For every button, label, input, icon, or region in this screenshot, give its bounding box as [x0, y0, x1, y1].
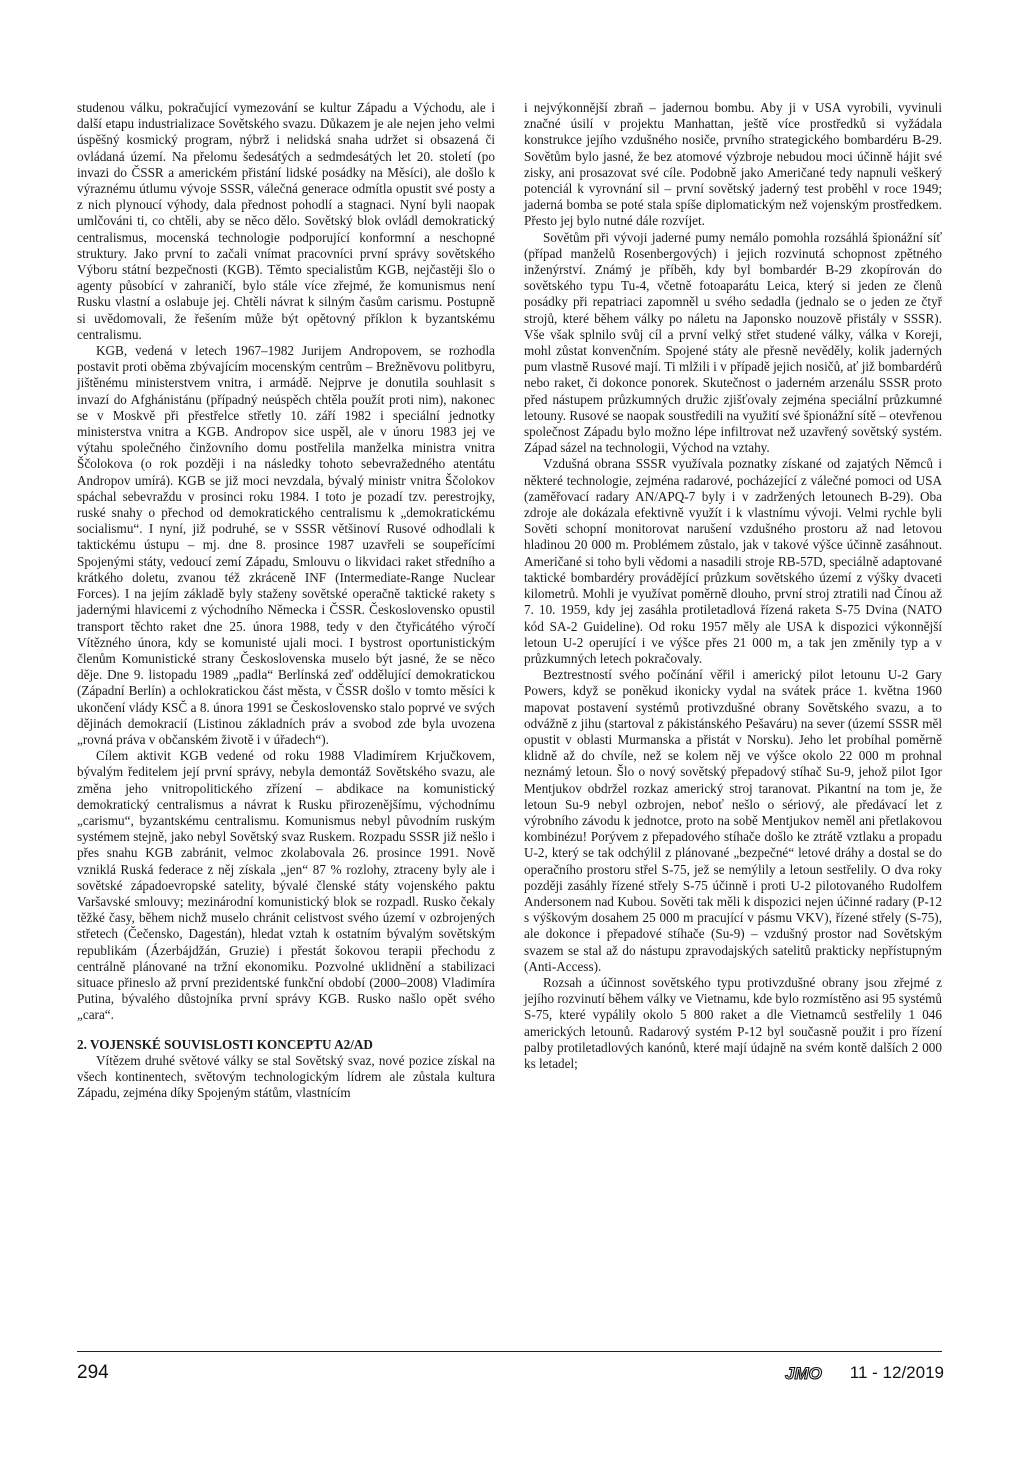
- footer-right: [784, 1363, 944, 1383]
- footer-rule: [77, 1351, 942, 1352]
- paragraph: Rozsah a účinnost sovětského typu protivzdušné obrany jsou zřejmé z jejího rozvinutí během války ve Vietnamu, kde bylo rozmístěno asi 95 systémů S-75, které vypálily okolo 5 800 raket a dle Vietnamců sestřelily 1 046 amerických letounů. Radarový systém P-12 byl současně použit i pro řízení palby protiletadlových kanónů, které mají údajně na svém kontě dalších 2 000 ks letadel;: [524, 974, 942, 1071]
- journal-logo: [784, 1363, 840, 1383]
- paragraph: studenou válku, pokračující vymezování se kultur Západu a Východu, ale i další etapu industrializace Sovětského svazu. Důkazem je ale nejen jeho velmi úspěšný kosmický program, nýbrž i nelidská snaha udržet si obsazená či ovládaná území. Na přelomu šedesátých a sedmdesátých let 20. století (po invazi do ČSSR a americkém přistání lidské posádky na Měsíci), ale došlo k výraznému útlumu vývoje SSSR, válečná generace odmítla opustit své posty a z nich plynoucí výhody, dala přednost pohodlí a stagnaci. Nyní byli naopak umlčováni ti, co chtěli, aby se něco dělo. Sovětský blok ovládl demokratický centralismus, mocenská technologie podporující konformní a neschopné struktury. Jako první to začali vnímat pracovníci první správy sovětského Výboru státní bezpečnosti (KGB). Těmto specialistům KGB, nejčastěji šlo o agenty působící v zahraničí, bylo stále více zřejmé, že komunismus není Rusku vlastní a oslabuje jej. Chtěli návrat k silným časům carismu. Postupně si uvědomovali, že řešením může být opětovný příklon k byzantskému centralismu.: [77, 100, 495, 342]
- paragraph: Beztrestností svého počínání věřil i americký pilot letounu U-2 Gary Powers, když se poněkud ikonicky vydal na svátek práce 1. května 1960 mapovat postavení systémů protivzdušné obrany Sovětského svazu, a to odvážně z jihu (startoval z pákistánského Pešaváru) na sever (území SSSR měl opustit v oblasti Murmanska a přistát v Norsku). Jeho let probíhal poměrně klidně až do chvíle, než se kolem něj ve výšce okolo 22 000 m prohnal neznámý letoun. Šlo o nový sovětský přepadový stíhač Su-9, jehož pilot Igor Mentjukov obdržel rozkaz americký stroj taranovat. Pikantní na tom je, že letoun Su-9 nebyl ozbrojen, neboť nešlo o sériový, ale předávací let z výrobního závodu k jednotce, proto na sobě Mentjukov neměl ani přetlakovou kombinézu! Porývem z přepadového stíhače došlo ke ztrátě vztlaku a propadu U-2, který se tak odchýlil z plánované „bezpečné“ letové dráhy a dostal se do operačního prostoru střel S-75, jež se nemýlily a letoun sestřelily. O dva roky později zasáhly řízené střely S-75 účinně i proti U-2 pilotovaného Rudolfem Andersonem nad Kubou. Sověti tak měli k dispozici nejen účinné radary (P-12 s výškovým dosahem 25 000 m pracující v pásmu VKV), řízené střely (S-75), ale dokonce i přepadové stíhače (Su-9) – vzdušný prostor nad Sovětským svazem se stal až do nástupu zpravodajských satelitů prakticky nepřístupným (Anti-Access).: [524, 667, 942, 974]
- right-column: [524, 100, 942, 1072]
- left-column: [77, 100, 495, 1101]
- paragraph: Vítězem druhé světové války se stal Sovětský svaz, nové pozice získal na všech kontinentech, světovým technologickým lídrem ale zůstala kultura Západu, zejména díky Spojeným státům, vlastnícím: [77, 1052, 495, 1101]
- paragraph: i nejvýkonnější zbraň – jadernou bombu. Aby ji v USA vyrobili, vyvinuli značné úsilí v projektu Manhattan, ještě více prostředků si vyžádala konstrukce jejího vzdušného nosiče, prvního strategického bombardéru B-29. Sovětům bylo jasné, že bez atomové výzbroje nebudou moci účinně hájit své zisky, ani prosazovat své cíle. Podobně jako Američané tedy napnuli veškerý potenciál k vyrovnání sil – první sovětský jaderný test proběhl v roce 1949; jaderná bomba se poté stala spíše diplomatickým než vojenským prostředkem. Přesto jej bylo nutné dále rozvíjet.: [524, 100, 942, 229]
- paragraph: Sovětům při vývoji jaderné pumy nemálo pomohla rozsáhlá špionážní síť (případ manželů Rosenbergových) i jejich rozvinutá schopnost zpětného inženýrství. Známý je příběh, kdy byl bombardér B-29 zkopírován do sovětského typu Tu-4, včetně fotoaparátu Leica, který si jeden ze členů posádky při repatriaci zapomněl u svého sedadla (jednalo se o jeden ze čtyř strojů, které během války po náletu na Japonsko nouzově přistály v SSSR). Vše však splnilo svůj cíl a první velký střet studené války, válka v Koreji, mohl zůstat konvenčním. Spojené státy ale přesně nevěděly, kolik jaderných pum vlastně Rusové mají. Ti mlžili i v případě jejich nosičů, ať již bombardérů nebo raket, či dokonce ponorek. Skutečnost o jaderném arzenálu SSSR proto před nástupem průzkumných družic zjišťovaly zejména speciální průzkumné letouny. Rusové se naopak soustředili na využití své špionážní sítě – otevřenou společnost Západu bylo možno lépe infiltrovat než uzavřený sovětský systém. Západ sázel na technologii, Východ na vztahy.: [524, 229, 942, 456]
- section-heading: 2. VOJENSKÉ SOUVISLOSTI KONCEPTU A2/AD: [77, 1036, 373, 1052]
- paragraph: Vzdušná obrana SSSR využívala poznatky získané od zajatých Němců i některé technologie, zejména radarové, pocházející z válečné pomoci od USA (zaměřovací radary AN/APQ-7 byly i v zadržených letounech B-29). Oba zdroje ale dokázala efektivně využít i k vlastnímu vývoji. Velmi rychle byli Sověti schopní monitorovat narušení vzdušného prostoru až nad letovou hladinou 20 000 m. Problémem zůstalo, jak v takové výšce účinně zasáhnout. Američané si toho byli vědomi a nasadili stroje RB-57D, speciálně adaptované taktické bombardéry provádějící průzkum sovětského území z výšky dvaceti kilometrů. Mohli je využívat poměrně dlouho, první stroj ztratili nad Čínou až 7. 10. 1959, kdy jej zasáhla protiletadlová řízená raketa S-75 Dvina (NATO kód SA-2 Guideline). Od roku 1957 měly ale USA k dispozici výkonnější letoun U-2 operující i ve výšce přes 21 000 m, a tak jen změnily typ a v průzkumných letech pokračovaly.: [524, 456, 942, 666]
- svg-text:JMO: JMO: [784, 1364, 822, 1383]
- issue-label: 11 - 12/2019: [849, 1363, 944, 1382]
- paragraph: KGB, vedená v letech 1967–1982 Jurijem Andropovem, se rozhodla postavit proti oběma zbývajícím mocenským centrům – Brežněvovu politbyru, jištěnému ministerstvem vnitra, i armádě. Nejprve je donutila souhlasit s invazí do Afghánistánu (případný neúspěch chtěla použít proti nim), nakonec se v Moskvě při přestřelce střetly 10. září 1982 i speciální jednotky ministerstva vnitra a KGB. Andropov sice uspěl, ale v únoru 1983 jej ve výtahu společného činžovního domu postřelila manželka ministra vnitra Ščolokova (o rok později i na následky tohoto sebevražedného atentátu Andropov umírá). KGB se již moci nevzdala, bývalý ministr vnitra Ščolokov spáchal sebevraždu v prosinci roku 1984. I toto je pozadí tzv. perestrojky, ruské snahy o přechod od demokratického centralismu k „demokratickému socialismu“. I nyní, již podruhé, se v SSSR většinoví Rusové odhodlali k taktickému ústupu – mj. dne 8. prosince 1987 uzavřeli se soupeřícími Spojenými státy, vedoucí zemí Západu, Smlouvu o likvidaci raket středního a krátkého doletu, zvanou též zkráceně INF (Intermediate-Range Nuclear Forces). I na jejím základě byly staženy sovětské operačně taktické rakety s jadernými hlavicemi z východního Německa i ČSSR. Československo opustil transport těchto raket dne 25. února 1988, tedy v den čtyřicátého výročí Vítězného února, kdy se komunisté ujali moci. I bystrost oportunistickým členům Komunistické strany Československa muselo být jasné, že se něco děje. Dne 9. listopadu 1989 „padla“ Berlínská zeď oddělující demokratickou (Západní Berlín) a ochlokratickou část města, v ČSSR došlo v tomto měsíci k ukončení vlády KSČ a 8. února 1991 se Československo stalo poprvé ve svých dějinách demokracií (Listinou základních práv a svobod zde byla uvozena „rovná práva v občanském životě i v úřadech“).: [77, 343, 495, 747]
- page-number: 294: [77, 1362, 109, 1383]
- paragraph: Cílem aktivit KGB vedené od roku 1988 Vladimírem Krjučkovem, bývalým ředitelem její první správy, nebyla demontáž Sovětského svazu, ale změna jeho vnitropolitického zřízení – abdikace na komunistický demokratický centralismus a návrat k Rusku přirozenějšímu, východnímu „carismu“, byzantskému centralismu. Komunismus nebyl původním ruským systémem stejně, jako nebyl Sovětský svaz Ruskem. Rozpadu SSSR již nešlo i přes snahu KGB zabránit, velmoc zkolabovala 26. prosince 1991. Nově vzniklá Ruská federace z něj získala „jen“ 87 % rozlohy, ztraceny byly ale i sovětské západoevropské satelity, bývalé členské státy vojenského paktu Varšavské smlouvy; mezinárodní komunistický blok se rozpadl. Rusko čekaly těžké časy, během nichž muselo chránit celistvost svého území v ozbrojených střetech (Čečensko, Dagestán), hledat vztah k ostatním bývalým sovětským republikám (Ázerbájdžán, Gruzie) i přestát šokovou terapii přechodu z centrálně plánované na tržní ekonomiku. Pozvolné uklidnění a stabilizaci situace přineslo až první prezidentské funkční období (2000–2008) Vladimíra Putina, bývalého důstojníka první správy KGB. Rusko našlo opět svého „cara“.: [77, 748, 495, 1023]
